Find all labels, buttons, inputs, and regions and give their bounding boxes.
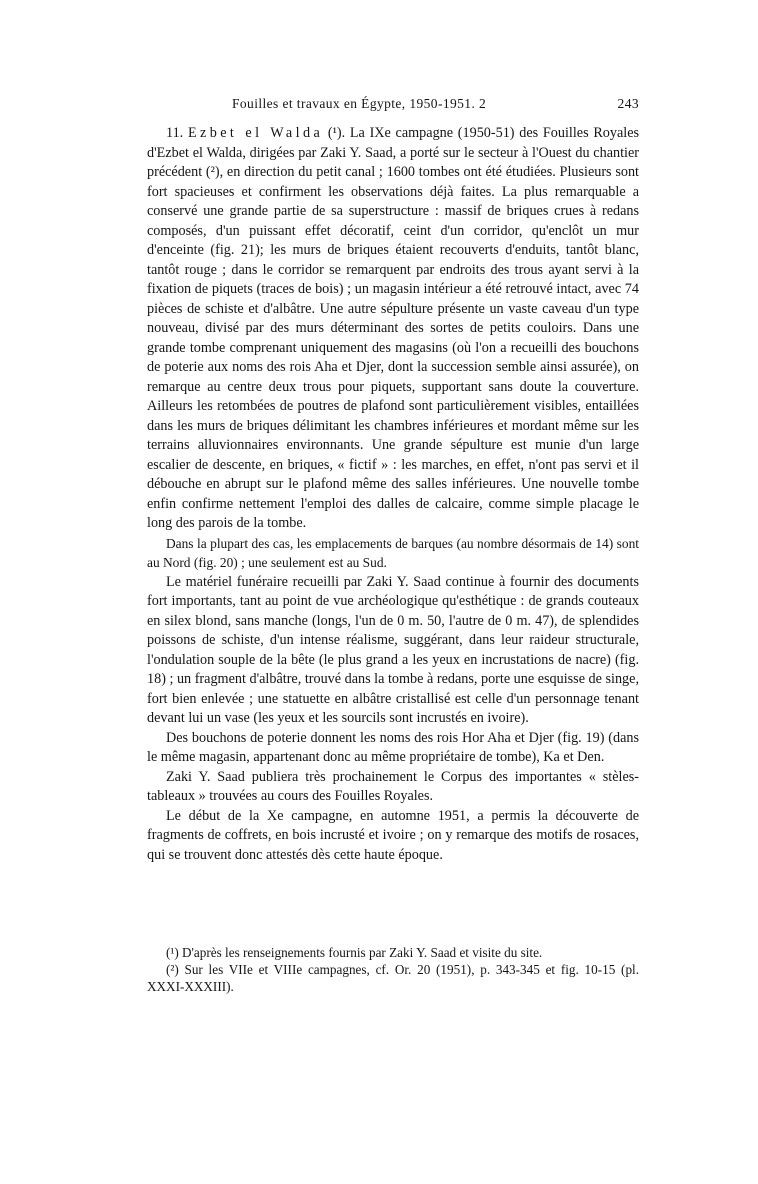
paragraph-ezbet-el-walda	[147, 124, 639, 534]
footnote-2: (²) Sur les VIIe et VIIIe campagnes, cf. Or. 20 (1951), p. 343-345 et fig. 10-15 (pl. XXXI-XXXIII).	[147, 962, 639, 994]
footnotes	[147, 944, 639, 995]
article-body	[147, 124, 639, 865]
section-number: 11.	[166, 125, 184, 141]
footnote-1: (¹) D'après les renseignements fournis par Zaki Y. Saad et visite du site.	[166, 945, 543, 960]
paragraph-text: La IXe campagne (1950-51) des Fouilles Royales d'Ezbet el Walda, dirigées par Zaki Y. Saad, a porté sur le secteur à l'Ouest du chantier précédent (²), en direction du petit canal ; 1600 tombes ont été étudiées. Plusieurs sont fort spacieuses et confirment les observations déjà faites. La plus remarquable a conservé une grande partie de sa superstructure : massif de briques crues à redans composés, d'un puissant effet décoratif, ceint d'un corridor, qu'enclôt un mur d'enceinte (fig. 21); les murs de briques étaient recouverts d'enduits, tantôt blanc, tantôt rouge ; dans le corridor se remarquent par endroits des trous ayant servi à la fixation de piquets (traces de bois) ; un magasin intérieur a été retrouvé intact, avec 74 pièces de schiste et d'albâtre. Une autre sépulture présente un vaste caveau d'un type nouveau, divisé par des murs déterminant des sortes de petits couloirs. Dans une grande tombe comprenant uniquement des magasins (où l'on a recueilli des bouchons de poterie aux noms des rois Aha et Djer, dont la succession semble ainsi assurée), on remarque au centre deux trous pour piquets, supportant sans doute la couverture. Ailleurs les retombées de poutres de plafond sont particulièrement visibles, entaillées dans les murs de briques délimitant les chambres inférieures et mordant même sur les terrains alluvionnaires environnants. Une grande sépulture est munie d'un large escalier de descente, en briques, « fictif » : les marches, en effet, n'ont pas servi et il débouche en abrupt sur le plafond même des salles inférieures. Une nouvelle tombe enfin confirme nettement l'emploi des dalles de calcaire, comme simple placage le long des parois de la tombe.	[147, 125, 640, 531]
running-head	[147, 96, 639, 116]
paragraph-bouchons: Des bouchons de poterie donnent les noms des rois Hor Aha et Djer (fig. 19) (dans le même magasin, appartenant donc au même propriétaire de tombe), Ka et Den.	[147, 729, 639, 765]
page-number: 243	[617, 96, 639, 111]
paragraph-corpus-steles: Zaki Y. Saad publiera très prochainement le Corpus des importantes « stèles-tableaux » trouvées au cours des Fouilles Royales.	[147, 768, 639, 804]
section-note-ref: (¹).	[327, 125, 346, 141]
paragraph-barques: Dans la plupart des cas, les emplacements de barques (au nombre désormais de 14) sont au Nord (fig. 20) ; une seulement est au Sud.	[147, 535, 639, 570]
section-place-name: Ezbet el Walda	[187, 125, 324, 141]
running-title: Fouilles et travaux en Égypte, 1950-1951. 2	[232, 96, 487, 111]
paragraph-materiel-funeraire: Le matériel funéraire recueilli par Zaki Y. Saad continue à fournir des documents fort importants, tant au point de vue archéologique qu'esthétique : de grands couteaux en silex blond, sans manche (longs, l'un de 0 m. 50, l'autre de 0 m. 47), de splendides poissons de schiste, d'un intense réalisme, suggérant, dans leur raideur structurale, l'ondulation souple de la bête (le plus grand a les yeux en incrustations de nacre) (fig. 18) ; un fragment d'albâtre, trouvé dans la tombe à redans, porte une esquisse de singe, fort bien enlevée ; une statuette en albâtre cristallisé est celle d'un personnage tenant devant lui un vase (les yeux et les sourcils sont incrustés en ivoire).	[147, 573, 639, 726]
paragraph-xe-campagne: Le début de la Xe campagne, en automne 1951, a permis la découverte de fragments de coffrets, en bois incrusté et ivoire ; on y remarque des motifs de rosaces, qui se trouvent donc attestés dès cette haute époque.	[147, 807, 639, 863]
